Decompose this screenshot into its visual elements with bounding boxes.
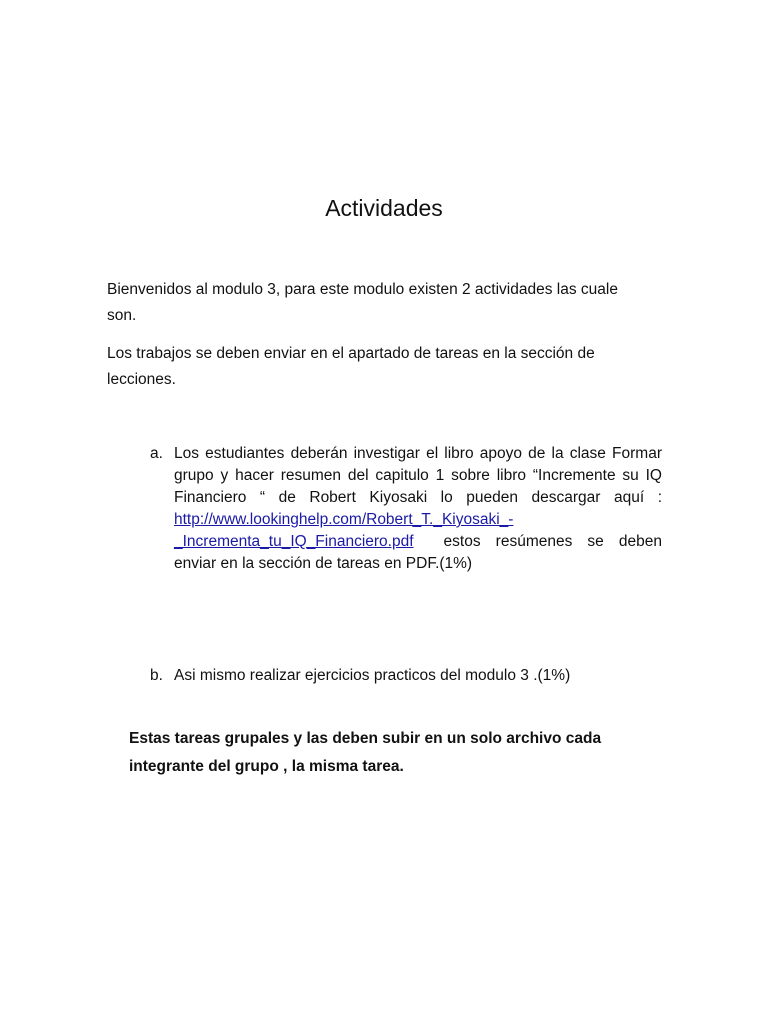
- activity-a-line-3: Financiero “ de Robert Kiyosaki lo pueden descargar aquí :: [174, 489, 662, 506]
- activity-item-a: [150, 443, 662, 575]
- activity-a-line-2: grupo y hacer resumen del capitulo 1 sobre libro “Incremente su IQ: [174, 467, 662, 484]
- instructions-paragraph: Los trabajos se deben enviar en el apartado de tareas en la sección de lecciones.: [107, 345, 595, 388]
- download-link-part-2[interactable]: _Incrementa_tu_IQ_Financiero.pdf: [174, 533, 414, 550]
- activity-item-b: [150, 665, 662, 687]
- intro-paragraph: Bienvenidos al modulo 3, para este modulo existen 2 actividades las cuale son.: [107, 281, 618, 324]
- activity-b-body: [174, 665, 662, 687]
- list-marker-a: a.: [150, 445, 163, 462]
- activity-a-line-1: Los estudiantes deberán investigar el libro apoyo de la clase Formar: [174, 445, 662, 462]
- activity-a-after-link: estos resúmenes se deben: [443, 533, 662, 550]
- list-marker-b: b.: [150, 667, 163, 684]
- page-title: Actividades: [325, 195, 443, 221]
- group-note-line-2: integrante del grupo , la misma tarea.: [129, 758, 404, 775]
- activity-a-body: [174, 443, 662, 575]
- group-note-line-1: Estas tareas grupales y las deben subir en un solo archivo cada: [129, 730, 602, 747]
- activity-b-text: Asi mismo realizar ejercicios practicos del modulo 3 .(1%): [174, 667, 571, 684]
- activity-a-line-6: enviar en la sección de tareas en PDF.(1%): [174, 555, 473, 572]
- activity-a-line-4: [174, 509, 662, 531]
- download-link-part-1[interactable]: http://www.lookinghelp.com/Robert_T._Kiyosaki_-: [174, 511, 514, 528]
- activity-a-line-5: [174, 531, 662, 553]
- group-note: [129, 725, 609, 781]
